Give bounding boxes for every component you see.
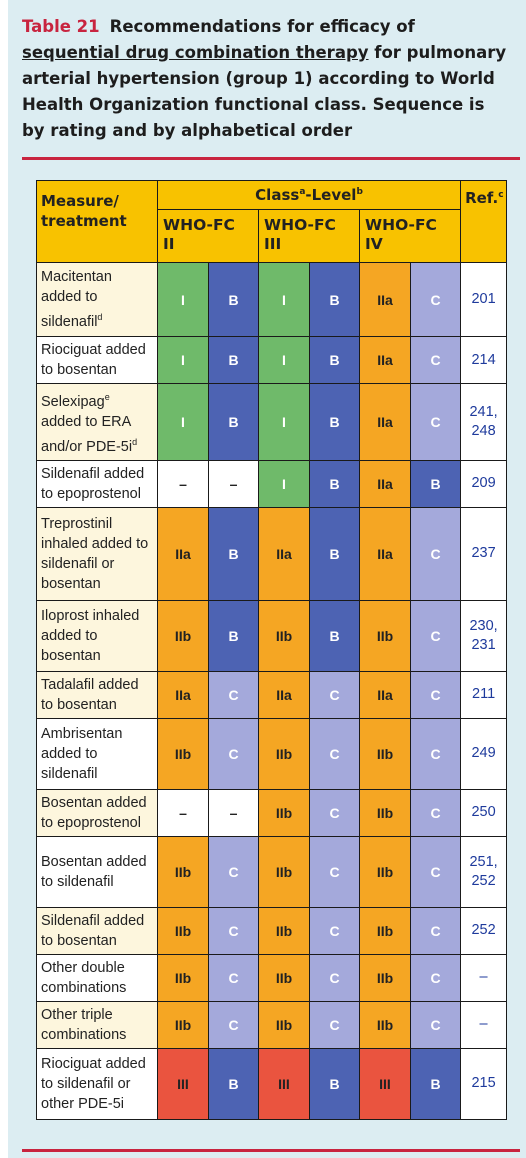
measure-footnote: d — [97, 312, 103, 323]
class-cell: IIb — [259, 836, 310, 907]
class-cell: – — [158, 460, 209, 507]
level-cell: B — [310, 507, 360, 600]
measure-header — [37, 181, 158, 263]
class-label: Class — [255, 186, 300, 204]
measure-text: Other triple combinations — [41, 1006, 127, 1043]
class-cell: I — [259, 263, 310, 337]
level-cell: C — [310, 671, 360, 718]
level-cell: C — [411, 718, 461, 789]
class-cell: III — [360, 1048, 411, 1119]
measure-text: Bosentan added to sildenafil — [41, 853, 147, 890]
class-cell: IIa — [360, 507, 411, 600]
measure-footnote: e — [104, 392, 110, 402]
measure-text: Selexipag — [41, 393, 105, 410]
ref-header — [461, 181, 507, 263]
level-cell: B — [209, 263, 259, 337]
class-cell: IIb — [360, 907, 411, 954]
ref-cell: 241, 248 — [461, 384, 507, 461]
class-cell: I — [158, 384, 209, 461]
class-cell: IIb — [259, 789, 310, 836]
top-divider — [22, 157, 520, 160]
fc-label: WHO-FC — [163, 216, 235, 234]
class-cell: IIb — [259, 1001, 310, 1048]
level-cell: C — [310, 836, 360, 907]
class-cell: IIa — [259, 671, 310, 718]
caption-underlined-text: sequential drug combination therapy — [22, 43, 369, 62]
ref-label: Ref. — [465, 189, 499, 207]
level-cell: B — [310, 460, 360, 507]
measure-cell — [37, 836, 158, 907]
table-row — [37, 1048, 507, 1119]
ref-cell: 251, 252 — [461, 836, 507, 907]
class-cell: IIb — [259, 718, 310, 789]
level-cell: B — [411, 1048, 461, 1119]
measure-text: Macitentan added to sildenafil — [41, 269, 112, 330]
class-cell: I — [158, 337, 209, 384]
table-row — [37, 384, 507, 461]
ref-cell: 237 — [461, 507, 507, 600]
measure-text: Sildenafil added to bosentan — [41, 912, 145, 949]
class-cell: IIa — [158, 507, 209, 600]
level-label: -Level — [305, 186, 357, 204]
level-cell: C — [411, 600, 461, 671]
class-cell: IIb — [360, 954, 411, 1001]
fc-class: II — [163, 235, 175, 253]
who-fc-ii-header — [158, 210, 259, 263]
level-cell: B — [310, 600, 360, 671]
level-cell: C — [411, 907, 461, 954]
class-cell: IIb — [360, 789, 411, 836]
measure-text: Tadalafil added to bosentan — [41, 676, 139, 713]
level-cell: – — [209, 460, 259, 507]
measure-cell — [37, 460, 158, 507]
level-cell: C — [209, 1001, 259, 1048]
level-cell: C — [209, 671, 259, 718]
level-cell: C — [310, 1001, 360, 1048]
bottom-divider — [22, 1149, 520, 1152]
level-cell: C — [209, 836, 259, 907]
class-cell: IIb — [360, 600, 411, 671]
class-cell: IIb — [158, 1001, 209, 1048]
class-cell: IIb — [158, 907, 209, 954]
level-cell: C — [411, 263, 461, 337]
measure-cell — [37, 1001, 158, 1048]
class-cell: IIb — [259, 600, 310, 671]
level-cell: B — [209, 1048, 259, 1119]
class-cell: I — [259, 460, 310, 507]
ref-cell: – — [461, 954, 507, 1001]
ref-cell: – — [461, 1001, 507, 1048]
class-cell: IIa — [360, 384, 411, 461]
class-cell: III — [259, 1048, 310, 1119]
measure-cell — [37, 907, 158, 954]
class-cell: IIa — [259, 507, 310, 600]
level-cell: – — [209, 789, 259, 836]
class-cell: IIb — [259, 907, 310, 954]
ref-cell: 214 — [461, 337, 507, 384]
level-cell: C — [310, 954, 360, 1001]
level-cell: B — [209, 337, 259, 384]
class-cell: – — [158, 789, 209, 836]
table-row — [37, 954, 507, 1001]
ref-cell: 215 — [461, 1048, 507, 1119]
measure-text-cont: added to ERA and/or PDE-5i — [41, 413, 133, 455]
measure-cell — [37, 789, 158, 836]
measure-text: Bosentan added to epoprostenol — [41, 794, 147, 831]
measure-header-line1: Measure/ — [41, 192, 119, 210]
class-cell: IIb — [360, 718, 411, 789]
class-cell: IIa — [360, 671, 411, 718]
recommendations-table — [36, 180, 507, 1120]
measure-text: Treprostinil inhaled added to sildenafil or bosentan — [41, 515, 149, 592]
level-cell: C — [411, 671, 461, 718]
class-cell: I — [158, 263, 209, 337]
measure-text: Riociguat added to sildenafil or other PDE-5i — [41, 1055, 146, 1112]
table-row — [37, 789, 507, 836]
measure-cell — [37, 263, 158, 337]
measure-cell — [37, 384, 158, 461]
class-cell: IIb — [360, 1001, 411, 1048]
level-cell: C — [310, 718, 360, 789]
level-cell: B — [411, 460, 461, 507]
level-cell: C — [209, 907, 259, 954]
ref-cell: 250 — [461, 789, 507, 836]
measure-text: Other double combinations — [41, 959, 127, 996]
table-row — [37, 907, 507, 954]
level-cell: B — [209, 384, 259, 461]
fc-class: IV — [365, 235, 383, 253]
measure-cell — [37, 954, 158, 1001]
table-row — [37, 718, 507, 789]
level-cell: C — [209, 718, 259, 789]
level-cell: B — [310, 263, 360, 337]
class-cell: I — [259, 337, 310, 384]
table-row — [37, 507, 507, 600]
level-cell: C — [411, 836, 461, 907]
class-cell: IIb — [158, 600, 209, 671]
measure-header-line2: treatment — [41, 212, 127, 230]
measure-cell — [37, 337, 158, 384]
caption-text-after: for pulmonary arterial hypertension (group 1) according to World Health Organization functional class. Sequence is by rating and by alphabetical order — [22, 43, 507, 140]
table-row — [37, 263, 507, 337]
class-footnote: a — [299, 187, 306, 197]
ref-footnote: c — [498, 190, 504, 200]
level-cell: C — [411, 507, 461, 600]
ref-cell: 230, 231 — [461, 600, 507, 671]
class-cell: IIa — [360, 263, 411, 337]
class-cell: IIb — [360, 836, 411, 907]
table-row — [37, 1001, 507, 1048]
measure-text: Iloprost inhaled added to bosentan — [41, 607, 140, 664]
class-cell: IIb — [158, 954, 209, 1001]
measure-text: Riociguat added to bosentan — [41, 342, 146, 378]
ref-cell: 252 — [461, 907, 507, 954]
table-row — [37, 337, 507, 384]
level-cell: C — [411, 337, 461, 384]
caption-text-before: Recommendations for efficacy of — [109, 17, 415, 36]
class-cell: IIb — [158, 718, 209, 789]
measure-cell — [37, 671, 158, 718]
class-cell: III — [158, 1048, 209, 1119]
level-cell: B — [209, 600, 259, 671]
table-row — [37, 836, 507, 907]
table-row — [37, 460, 507, 507]
measure-cell — [37, 507, 158, 600]
level-cell: C — [310, 789, 360, 836]
level-cell: C — [209, 954, 259, 1001]
level-cell: B — [310, 1048, 360, 1119]
class-cell: IIa — [158, 671, 209, 718]
level-cell: B — [310, 384, 360, 461]
who-fc-iv-header — [360, 210, 461, 263]
level-cell: C — [310, 907, 360, 954]
level-cell: B — [209, 507, 259, 600]
measure-cell — [37, 1048, 158, 1119]
ref-cell: 209 — [461, 460, 507, 507]
class-level-header — [158, 181, 461, 210]
class-cell: IIa — [360, 337, 411, 384]
measure-cell — [37, 718, 158, 789]
fc-label: WHO-FC — [264, 216, 336, 234]
table-row — [37, 600, 507, 671]
fc-label: WHO-FC — [365, 216, 437, 234]
measure-footnote: d — [132, 436, 138, 447]
class-cell: IIa — [360, 460, 411, 507]
measure-text: Sildenafil added to epoprostenol — [41, 465, 145, 502]
class-cell: IIb — [158, 836, 209, 907]
level-cell: C — [411, 384, 461, 461]
who-fc-iii-header — [259, 210, 360, 263]
ref-cell: 249 — [461, 718, 507, 789]
measure-text: Ambrisentan added to sildenafil — [41, 725, 123, 782]
ref-cell: 211 — [461, 671, 507, 718]
table-row — [37, 671, 507, 718]
level-cell: B — [310, 337, 360, 384]
fc-class: III — [264, 235, 282, 253]
ref-cell: 201 — [461, 263, 507, 337]
table-caption — [22, 14, 512, 144]
level-cell: C — [411, 789, 461, 836]
measure-cell — [37, 600, 158, 671]
level-footnote: b — [356, 187, 363, 197]
level-cell: C — [411, 1001, 461, 1048]
table-number: Table 21 — [22, 17, 100, 36]
class-cell: I — [259, 384, 310, 461]
class-cell: IIb — [259, 954, 310, 1001]
level-cell: C — [411, 954, 461, 1001]
